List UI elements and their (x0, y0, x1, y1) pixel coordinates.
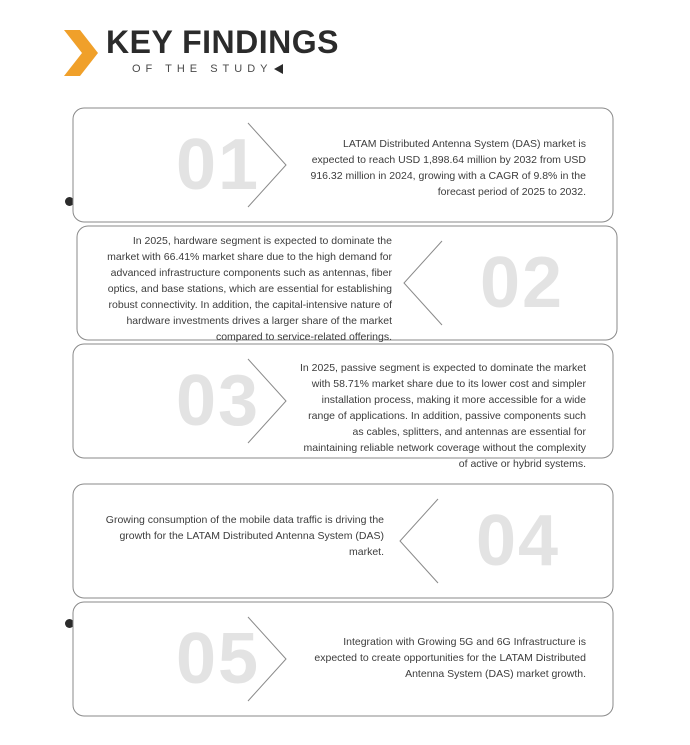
card-number-02: 02 (480, 243, 565, 323)
card-text-04: Growing consumption of the mobile data traffic is driving the growth for the LATAM Distributed Antenna System (DAS) market. (105, 514, 384, 558)
card-text-05: Integration with Growing 5G and 6G Infrastructure is expected to create opportunities for the LATAM Distributed Antenna System (DAS) market growth. (314, 636, 586, 680)
finding-card-04[interactable] (72, 483, 614, 599)
page-title: KEY FINDINGS (106, 24, 339, 60)
card-text-02: In 2025, hardware segment is expected to dominate the market with 66.41% market share due to the high demand for advanced infrastructure components such as antennas, fiber optics, and base stations, which are essential for establishing robust connectivity. In addition, the capital-intensive nature of hardware investments drives a larger share of the market compared to service-related offerings. (107, 235, 392, 343)
finding-card-03[interactable] (72, 343, 614, 470)
card-number-04: 04 (476, 501, 561, 581)
finding-card-05[interactable] (72, 601, 614, 717)
card-text-01: LATAM Distributed Antenna System (DAS) market is expected to reach USD 1,898.64 million by 2032 from USD 916.32 million in 2024, growing with a CAGR of 9.8% in the forecast period of 2025 to 2032. (310, 138, 586, 198)
card-number-03: 03 (176, 361, 261, 441)
card-number-05: 05 (176, 619, 261, 699)
card-number-01: 01 (176, 125, 261, 205)
card-text-03: In 2025, passive segment is expected to dominate the market with 58.71% market share due to its lower cost and simpler installation process, making it more accessible for a wide range of applications. In addition, passive components such as cables, splitters, and antennas are essential for maintaining reliable network coverage without the complexity of active or hybrid systems. (300, 362, 586, 470)
finding-card-02[interactable] (76, 225, 618, 341)
finding-card-01[interactable] (72, 107, 614, 223)
page-subtitle: OF THE STUDY (132, 63, 273, 75)
